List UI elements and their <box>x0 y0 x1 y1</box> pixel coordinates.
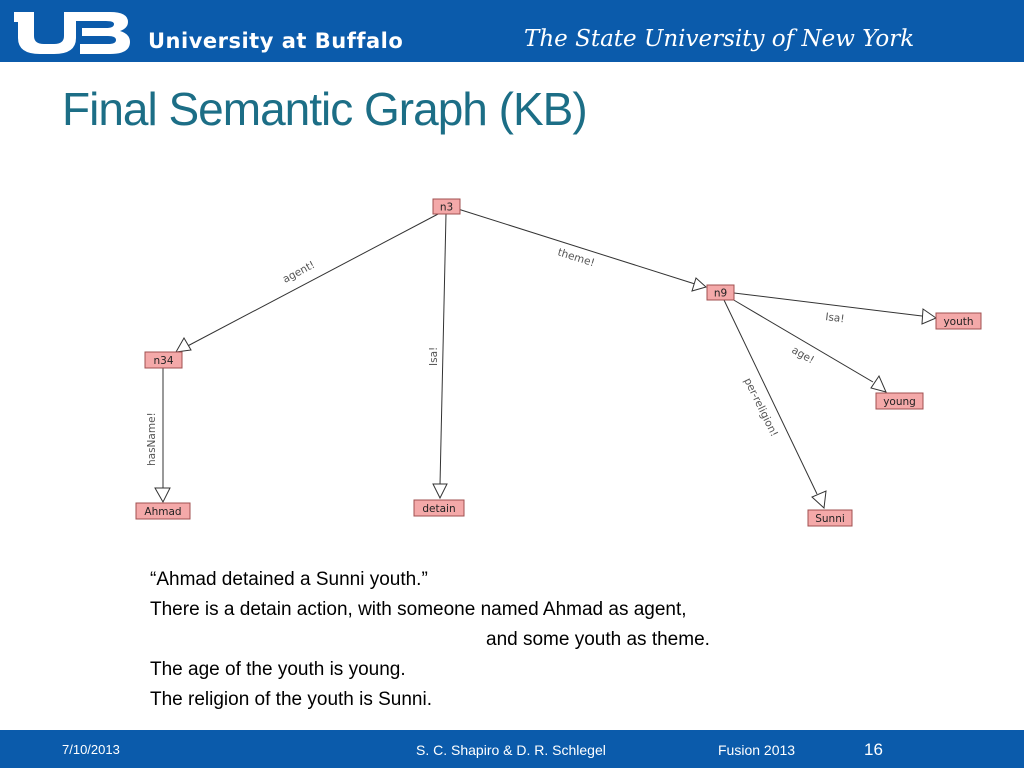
edge-label: hasName! <box>146 412 158 466</box>
footer-date: 7/10/2013 <box>62 742 120 757</box>
node-n9[interactable] <box>707 285 734 300</box>
caption-quote: “Ahmad detained a Sunni youth.” <box>150 569 428 590</box>
node-Sunni[interactable] <box>808 510 852 526</box>
node-detain[interactable] <box>414 500 464 516</box>
node-young[interactable] <box>876 393 923 409</box>
slide-title: Final Semantic Graph (KB) <box>62 83 587 135</box>
node-n3[interactable] <box>433 199 460 214</box>
caption-line: There is a detain action, with someone named Ahmad as agent, <box>150 599 687 620</box>
node-label: detain <box>422 503 456 515</box>
edge-label: agent! <box>280 258 317 286</box>
node-n34[interactable] <box>145 352 182 368</box>
node-label: n34 <box>153 355 174 367</box>
edge-n3-n9 <box>458 209 706 291</box>
edge-n9-young <box>732 299 886 392</box>
footer-conference: Fusion 2013 <box>718 742 796 758</box>
edge-label: Isa! <box>824 311 846 326</box>
edge-label: theme! <box>556 246 597 270</box>
footer-bar <box>0 730 1024 768</box>
university-name: University at Buffalo <box>148 29 404 53</box>
edge-n3-detain <box>428 214 447 498</box>
caption-line: The religion of the youth is Sunni. <box>150 689 433 710</box>
node-label: Sunni <box>815 513 845 525</box>
caption-line: and some youth as theme. <box>486 629 710 650</box>
edge-n9-Sunni <box>724 300 826 508</box>
node-label: Ahmad <box>144 506 182 518</box>
footer-authors: S. C. Shapiro & D. R. Schlegel <box>416 742 606 758</box>
edge-label: age! <box>789 344 817 367</box>
node-label: n9 <box>713 287 728 300</box>
page-number: 16 <box>864 740 883 759</box>
node-label: young <box>883 396 916 408</box>
edge-n34-Ahmad <box>146 368 170 502</box>
edge-label: per-religion! <box>741 376 781 439</box>
node-label: youth <box>943 316 974 328</box>
edge-n9-youth <box>734 293 936 325</box>
node-youth[interactable] <box>936 313 981 329</box>
edge-n3-n34 <box>176 213 440 352</box>
university-tagline: The State University of New York <box>524 26 915 52</box>
caption-line: The age of the youth is young. <box>150 659 406 680</box>
node-label: n3 <box>439 201 454 214</box>
caption-text <box>150 565 710 715</box>
node-Ahmad[interactable] <box>136 503 190 519</box>
edge-label: Isa! <box>428 346 440 366</box>
